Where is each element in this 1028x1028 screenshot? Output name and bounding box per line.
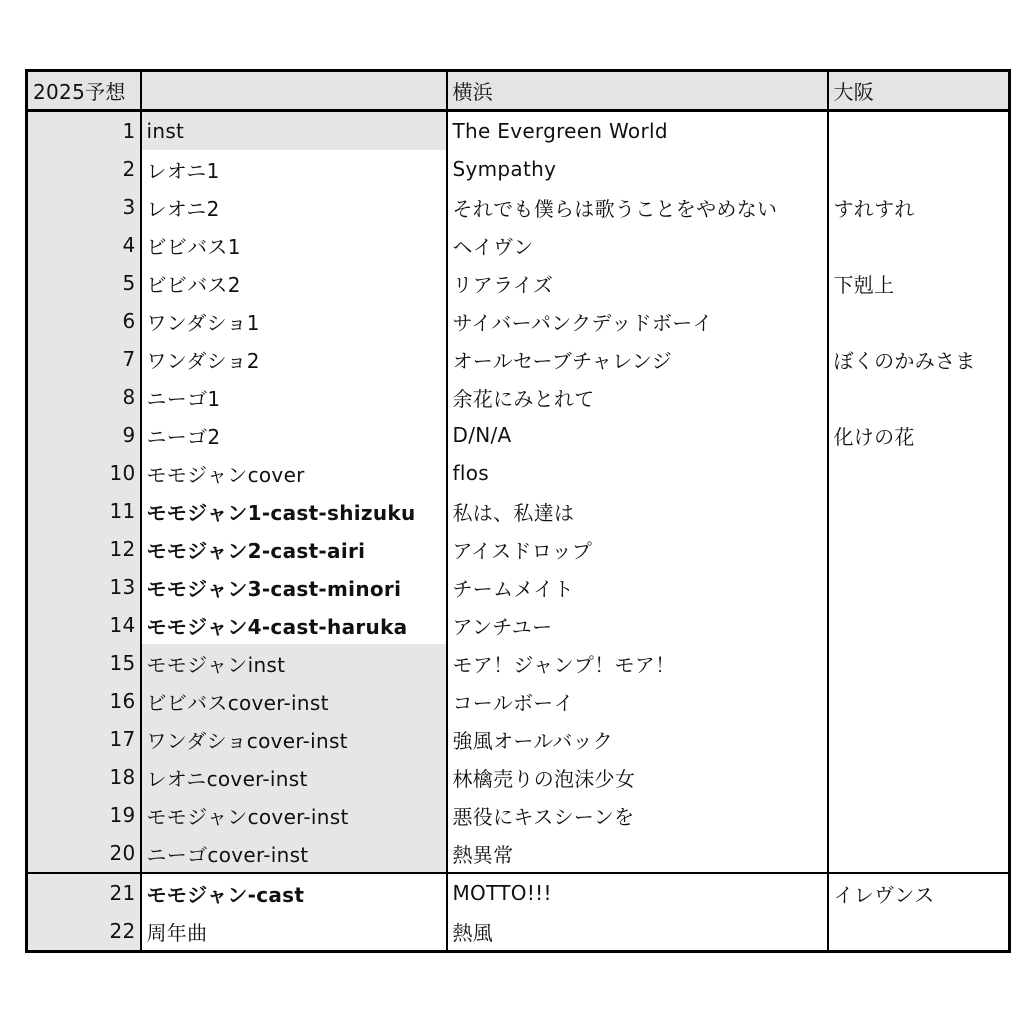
osaka-song-cell[interactable] <box>828 302 1010 340</box>
osaka-song-cell[interactable]: すれすれ <box>828 188 1010 226</box>
row-number-cell[interactable]: 11 <box>27 492 141 530</box>
yokohama-song-cell[interactable]: 熱異常 <box>447 834 828 873</box>
row-number-cell[interactable]: 9 <box>27 416 141 454</box>
osaka-song-cell[interactable] <box>828 150 1010 188</box>
table-row <box>27 912 1010 952</box>
osaka-song-cell[interactable] <box>828 644 1010 682</box>
row-number-cell[interactable]: 19 <box>27 796 141 834</box>
osaka-song-cell[interactable] <box>828 378 1010 416</box>
row-number-cell[interactable]: 13 <box>27 568 141 606</box>
part-cell[interactable]: ワンダショcover-inst <box>141 720 447 758</box>
table-row <box>27 682 1010 720</box>
yokohama-song-cell[interactable]: それでも僕らは歌うことをやめない <box>447 188 828 226</box>
part-cell[interactable]: モモジャン1-cast-shizuku <box>141 492 447 530</box>
table-row <box>27 834 1010 873</box>
row-number-cell[interactable]: 2 <box>27 150 141 188</box>
part-cell[interactable]: ビビバスcover-inst <box>141 682 447 720</box>
part-cell[interactable]: ワンダショ2 <box>141 340 447 378</box>
yokohama-song-cell[interactable]: オールセーブチャレンジ <box>447 340 828 378</box>
osaka-song-cell[interactable] <box>828 492 1010 530</box>
part-cell[interactable]: モモジャンcover-inst <box>141 796 447 834</box>
yokohama-song-cell[interactable]: Sympathy <box>447 150 828 188</box>
osaka-song-cell[interactable]: 化けの花 <box>828 416 1010 454</box>
part-cell[interactable]: モモジャンcover <box>141 454 447 492</box>
yokohama-song-cell[interactable]: MOTTO!!! <box>447 873 828 912</box>
table-row <box>27 150 1010 188</box>
osaka-song-cell[interactable] <box>828 568 1010 606</box>
row-number-cell[interactable]: 3 <box>27 188 141 226</box>
row-number-cell[interactable]: 5 <box>27 264 141 302</box>
yokohama-song-cell[interactable]: flos <box>447 454 828 492</box>
yokohama-song-cell[interactable]: コールボーイ <box>447 682 828 720</box>
yokohama-song-cell[interactable]: サイバーパンクデッドボーイ <box>447 302 828 340</box>
osaka-song-cell[interactable] <box>828 606 1010 644</box>
yokohama-song-cell[interactable]: D/N/A <box>447 416 828 454</box>
part-cell[interactable]: ニーゴ1 <box>141 378 447 416</box>
yokohama-song-cell[interactable]: 悪役にキスシーンを <box>447 796 828 834</box>
row-number-cell[interactable]: 14 <box>27 606 141 644</box>
table-row <box>27 568 1010 606</box>
part-cell[interactable]: レオニ2 <box>141 188 447 226</box>
table-row <box>27 340 1010 378</box>
osaka-song-cell[interactable] <box>828 912 1010 952</box>
osaka-song-cell[interactable]: イレヴンス <box>828 873 1010 912</box>
table-row <box>27 188 1010 226</box>
yokohama-song-cell[interactable]: ヘイヴン <box>447 226 828 264</box>
table-row <box>27 530 1010 568</box>
table-row <box>27 644 1010 682</box>
row-number-cell[interactable]: 21 <box>27 873 141 912</box>
part-cell[interactable]: レオニ1 <box>141 150 447 188</box>
table-row <box>27 111 1010 151</box>
header-part[interactable] <box>141 71 447 111</box>
osaka-song-cell[interactable] <box>828 226 1010 264</box>
part-cell[interactable]: ニーゴcover-inst <box>141 834 447 873</box>
part-cell[interactable]: モモジャン3-cast-minori <box>141 568 447 606</box>
osaka-song-cell[interactable] <box>828 530 1010 568</box>
osaka-song-cell[interactable] <box>828 796 1010 834</box>
yokohama-song-cell[interactable]: 強風オールバック <box>447 720 828 758</box>
table-row <box>27 492 1010 530</box>
row-number-cell[interactable]: 16 <box>27 682 141 720</box>
table-row <box>27 454 1010 492</box>
part-cell[interactable]: モモジャンinst <box>141 644 447 682</box>
part-cell[interactable]: モモジャン2-cast-airi <box>141 530 447 568</box>
yokohama-song-cell[interactable]: 熱風 <box>447 912 828 952</box>
row-number-cell[interactable]: 12 <box>27 530 141 568</box>
table-row <box>27 796 1010 834</box>
part-cell[interactable]: ビビバス1 <box>141 226 447 264</box>
row-number-cell[interactable]: 7 <box>27 340 141 378</box>
table-row <box>27 264 1010 302</box>
part-cell[interactable]: モモジャン4-cast-haruka <box>141 606 447 644</box>
yokohama-song-cell[interactable]: 林檎売りの泡沫少女 <box>447 758 828 796</box>
part-cell[interactable]: ニーゴ2 <box>141 416 447 454</box>
header-row <box>27 71 1010 111</box>
table-row <box>27 302 1010 340</box>
osaka-song-cell[interactable] <box>828 111 1010 151</box>
part-cell[interactable]: レオニcover-inst <box>141 758 447 796</box>
part-cell[interactable]: ワンダショ1 <box>141 302 447 340</box>
table-row <box>27 416 1010 454</box>
table-row <box>27 720 1010 758</box>
row-number-cell[interactable]: 18 <box>27 758 141 796</box>
table-row <box>27 758 1010 796</box>
table-row <box>27 378 1010 416</box>
osaka-song-cell[interactable] <box>828 454 1010 492</box>
row-number-cell[interactable]: 1 <box>27 111 141 151</box>
yokohama-song-cell[interactable]: リアライズ <box>447 264 828 302</box>
row-number-cell[interactable]: 8 <box>27 378 141 416</box>
part-cell[interactable]: モモジャン-cast <box>141 873 447 912</box>
yokohama-song-cell[interactable]: 余花にみとれて <box>447 378 828 416</box>
yokohama-song-cell[interactable]: 私は、私達は <box>447 492 828 530</box>
row-number-cell[interactable]: 4 <box>27 226 141 264</box>
osaka-song-cell[interactable]: 下剋上 <box>828 264 1010 302</box>
osaka-song-cell[interactable] <box>828 758 1010 796</box>
header-yokohama[interactable]: 横浜 <box>447 71 828 111</box>
header-osaka[interactable]: 大阪 <box>828 71 1010 111</box>
spreadsheet <box>25 69 1008 953</box>
osaka-song-cell[interactable]: ぼくのかみさま <box>828 340 1010 378</box>
yokohama-song-cell[interactable]: The Evergreen World <box>447 111 828 151</box>
row-number-cell[interactable]: 22 <box>27 912 141 952</box>
row-number-cell[interactable]: 17 <box>27 720 141 758</box>
yokohama-song-cell[interactable]: モア！ジャンプ！モア！ <box>447 644 828 682</box>
row-number-cell[interactable]: 15 <box>27 644 141 682</box>
row-number-cell[interactable]: 6 <box>27 302 141 340</box>
table-row <box>27 606 1010 644</box>
row-number-cell[interactable]: 10 <box>27 454 141 492</box>
yokohama-song-cell[interactable]: チームメイト <box>447 568 828 606</box>
part-cell[interactable]: 周年曲 <box>141 912 447 952</box>
header-year-prediction[interactable]: 2025予想 <box>27 71 141 111</box>
osaka-song-cell[interactable] <box>828 720 1010 758</box>
yokohama-song-cell[interactable]: アンチユー <box>447 606 828 644</box>
table-row <box>27 226 1010 264</box>
yokohama-song-cell[interactable]: アイスドロップ <box>447 530 828 568</box>
table-row <box>27 873 1010 912</box>
row-number-cell[interactable]: 20 <box>27 834 141 873</box>
setlist-prediction-table <box>25 69 1011 953</box>
part-cell[interactable]: ビビバス2 <box>141 264 447 302</box>
osaka-song-cell[interactable] <box>828 834 1010 873</box>
osaka-song-cell[interactable] <box>828 682 1010 720</box>
part-cell[interactable]: inst <box>141 111 447 151</box>
